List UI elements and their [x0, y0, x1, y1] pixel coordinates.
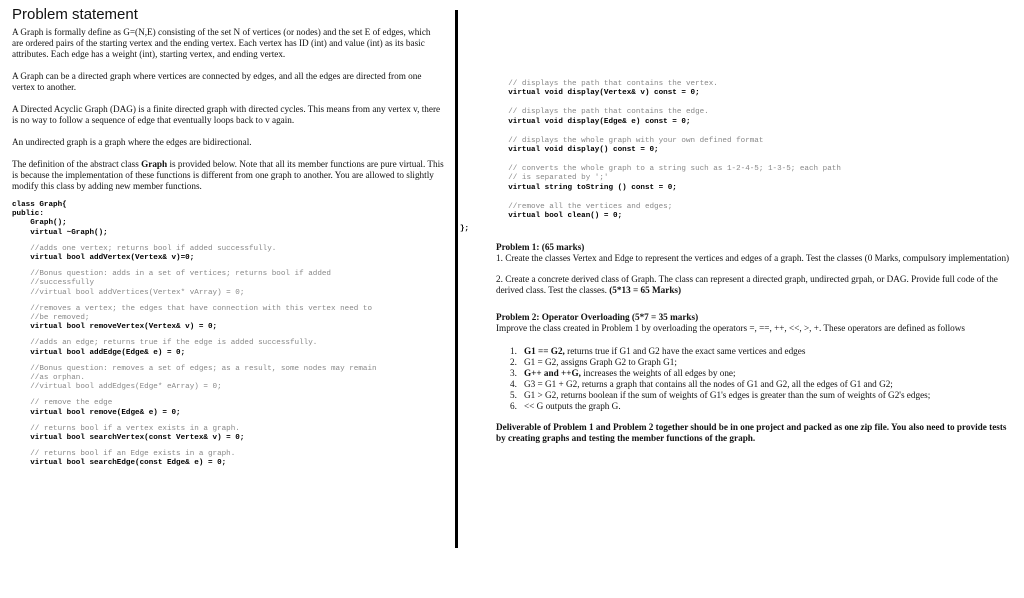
list-number: 2.: [510, 357, 517, 368]
list-number: 3.: [510, 368, 517, 379]
list-number: 5.: [510, 390, 517, 401]
code-comment: // displays the path that contains the vertex.: [490, 80, 718, 88]
code-destructor: virtual ~Graph();: [12, 228, 108, 237]
problem-statement-title: Problem statement: [12, 6, 138, 23]
paragraph-graph-definition: A Graph is formally define as G=(N,E) consisting of the set N of vertices (or nodes) and the set E of edges, which are ordered pairs of the starting vertex and the ending vertex. Each vertex has ID (int) and value (int) as its basic attributes. Each edge has a weight (int), starting vertex, and ending vertex.: [12, 27, 431, 59]
paragraph-class-definition: The definition of the abstract class Graph is provided below. Note that all its member functions are pure virtual. This is because the implementation of these functions is different from one graph to another. You are allowed to slightly modify this class by adding new member functions.: [12, 159, 444, 191]
code-remove-vertex: virtual bool removeVertex(Vertex& v) = 0;: [12, 323, 218, 332]
code-add-vertex: virtual bool addVertex(Vertex& v)=0;: [12, 254, 195, 263]
list-number: 4.: [510, 379, 517, 390]
code-comment: //remove all the vertices and edges;: [490, 202, 673, 211]
paragraph-directed-graph: A Graph can be a directed graph where vertices are connected by edges, and all the edges are directed from one vertex to another.: [12, 71, 422, 92]
code-remove-edge: virtual bool remove(Edge& e) = 0;: [12, 408, 181, 417]
code-search-edge: virtual bool searchEdge(const Edge& e) = 0;: [12, 459, 227, 468]
problem-2-title: Problem 2: Operator Overloading (5*7 = 35 marks): [496, 312, 699, 323]
code-comment: //be removed;: [12, 314, 90, 323]
operator-list-item: 1. G1 == G2, returns true if G1 and G2 have the exact same vertices and edges: [510, 346, 806, 357]
problem-1-item-1: 1. Create the classes Vertex and Edge to represent the vertices and edges of a graph. Test the classes (0 Marks, compulsory implementation): [496, 253, 1010, 264]
code-comment: //adds one vertex; returns bool if added successfully.: [12, 244, 277, 253]
deliverable-note: Deliverable of Problem 1 and Problem 2 together should be in one project and packed as one zip file. You also need to provide tests by creating graphs and testing the member functions of the graph.: [496, 422, 1007, 444]
operator-list-item: 2. G1 = G2, assigns Graph G2 to Graph G1;: [510, 357, 677, 368]
code-comment: //as orphan.: [12, 374, 85, 383]
problem-1-section: [496, 242, 1016, 296]
code-comment: //successfully: [12, 279, 95, 288]
operator-list: [496, 346, 1016, 412]
problem-2-section: [496, 312, 1016, 412]
code-comment: // displays the path that contains the edge.: [490, 108, 709, 117]
code-class-line: class Graph{: [12, 201, 67, 209]
code-comment: //Bonus question: removes a set of edges; as a result, some nodes may remain: [12, 364, 377, 373]
code-add-edge: virtual bool addEdge(Edge& e) = 0;: [12, 348, 186, 357]
code-comment: //virtual bool addEdges(Edge* eArray) = 0;: [12, 383, 222, 392]
code-comment: //Bonus question: adds in a set of vertices; returns bool if added: [12, 270, 331, 279]
paragraph-dag: A Directed Acyclic Graph (DAG) is a finite directed graph with directed cycles. This means from any vertex v, there is no way to follow a sequence of edge that eventually loops back to v again.: [12, 104, 441, 125]
code-search-vertex: virtual bool searchVertex(const Vertex& v) = 0;: [12, 434, 245, 443]
code-clean: virtual bool clean() = 0;: [490, 212, 623, 221]
code-comment: //removes a vertex; the edges that have connection with this vertex need to: [12, 304, 373, 313]
code-comment: // remove the edge: [12, 399, 113, 408]
code-comment: //adds an edge; returns true if the edge is added successfully.: [12, 339, 318, 348]
problem-1-title: Problem 1: (65 marks): [496, 242, 585, 253]
code-comment: // displays the whole graph with your own defined format: [490, 136, 764, 145]
operator-list-item: 6. << G outputs the graph G.: [510, 401, 621, 412]
code-comment: // returns bool if a vertex exists in a graph.: [12, 424, 240, 433]
graph-class-code-continued: [460, 80, 1016, 234]
column-divider: [455, 10, 458, 548]
list-number: 6.: [510, 401, 517, 412]
code-to-string: virtual string toString () const = 0;: [490, 183, 677, 192]
left-column: [12, 6, 444, 476]
code-display-graph: virtual void display() const = 0;: [490, 146, 659, 155]
graph-class-code: [12, 201, 444, 469]
code-class-close: };: [460, 225, 470, 234]
code-constructor: Graph();: [12, 219, 67, 228]
problem-1-item-2: 2. Create a concrete derived class of Graph. The class can represent a directed graph, undirected grpah, or DAG. Provide full code of the derived class. Test the classes. (5*13 = 65 Marks): [496, 274, 998, 296]
paragraph-undirected-graph: An undirected graph is a graph where the edges are bidirectional.: [12, 137, 252, 147]
code-comment: //virtual bool addVertices(Vertex* vArray) = 0;: [12, 288, 245, 297]
code-display-vertex: virtual void display(Vertex& v) const = 0;: [490, 89, 700, 98]
right-column: [460, 80, 1016, 444]
operator-list-item: 4. G3 = G1 + G2, returns a graph that contains all the nodes of G1 and G2, all the edges of G1 and G2;: [510, 379, 893, 390]
operator-list-item: 5. G1 > G2, returns boolean if the sum of weights of G1's edges is greater than the sum of weights of G2's edges;: [510, 390, 931, 401]
code-display-edge: virtual void display(Edge& e) const = 0;: [490, 117, 691, 126]
code-comment: // returns bool if an Edge exists in a graph.: [12, 450, 236, 459]
operator-list-item: 3. G++ and ++G, increases the weights of all edges by one;: [510, 368, 736, 379]
code-public-line: public:: [12, 210, 44, 219]
problem-2-intro: Improve the class created in Problem 1 by overloading the operators =, ==, ++, <<, >, +. These operators are defined as follows: [496, 323, 965, 334]
list-number: 1.: [510, 346, 517, 357]
code-comment: // is separated by ';': [490, 174, 609, 183]
code-comment: // converts the whole graph to a string such as 1-2-4-5; 1-3-5; each path: [490, 165, 841, 174]
